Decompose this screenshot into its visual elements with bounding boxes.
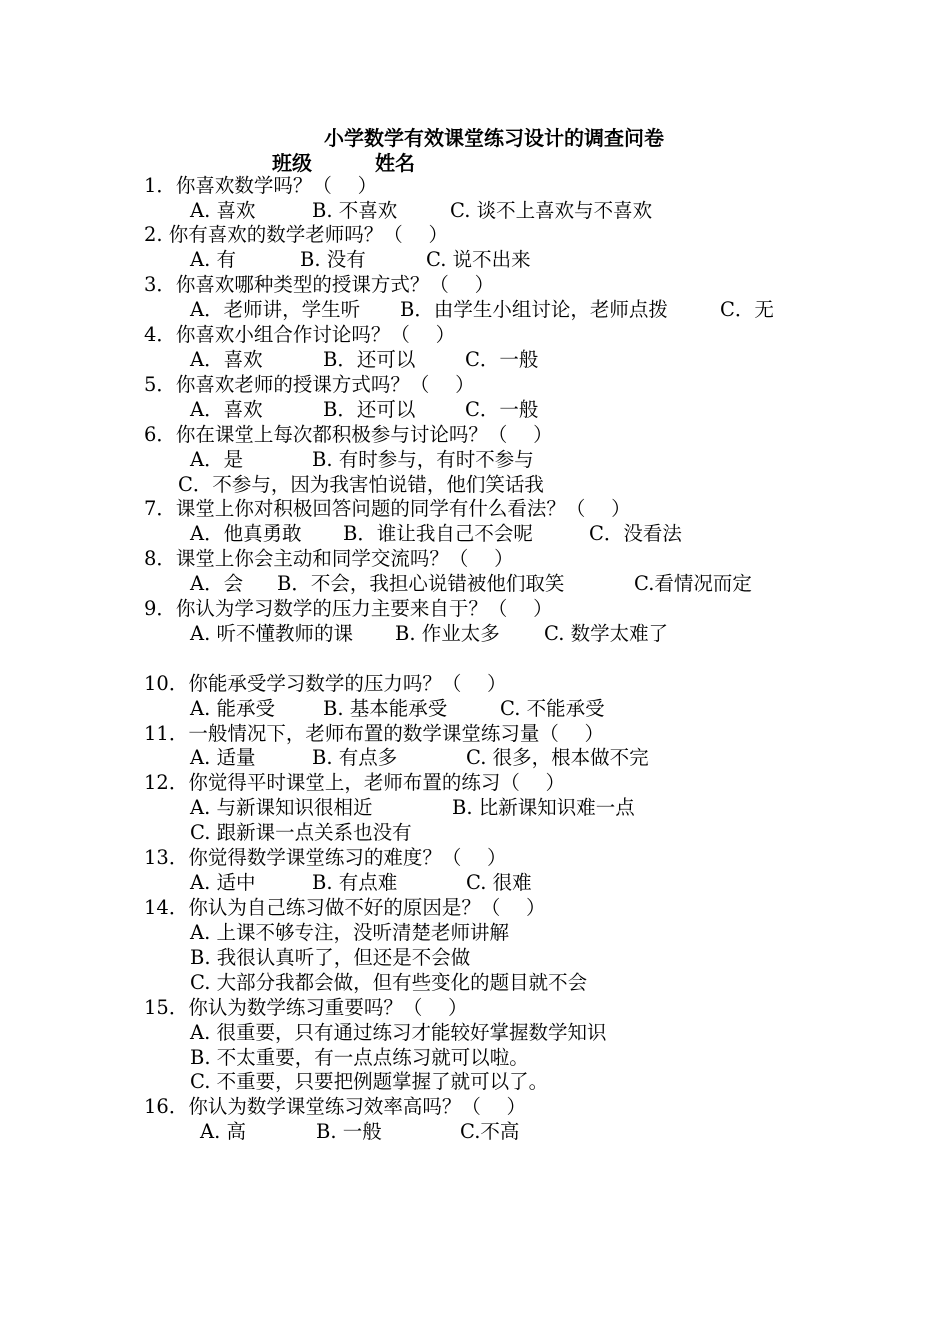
option: C. 跟新课一点关系也没有 <box>190 821 412 844</box>
option: A．喜欢 <box>190 398 263 421</box>
options-4 <box>190 347 538 372</box>
question-5: 5．你喜欢老师的授课方式吗？（ ） <box>144 373 475 396</box>
option: C.不高 <box>460 1120 520 1143</box>
options-7 <box>190 521 682 546</box>
question-12: 12．你觉得平时课堂上，老师布置的练习（ ） <box>144 771 566 794</box>
options-2 <box>190 247 531 272</box>
options-1 <box>190 198 652 223</box>
option: A．老师讲，学生听 <box>190 298 361 321</box>
option: A．他真勇敢 <box>190 522 302 545</box>
option: C．不参与，因为我害怕说错，他们笑话我 <box>178 473 544 496</box>
option: C．没看法 <box>589 522 682 545</box>
options-11 <box>190 745 649 770</box>
option: C. 不重要，只要把例题掌握了就可以了。 <box>190 1070 549 1093</box>
option: A. 有 <box>190 248 236 271</box>
option: B．由学生小组讨论，老师点拨 <box>400 298 668 321</box>
option: C.看情况而定 <box>634 572 752 595</box>
option: B．还可以 <box>323 348 416 371</box>
question-4: 4．你喜欢小组合作讨论吗？（ ） <box>144 323 456 346</box>
option: B. 有点难 <box>312 871 398 894</box>
option: B．谁让我自己不会呢 <box>343 522 533 545</box>
option: C. 大部分我都会做，但有些变化的题目就不会 <box>190 971 588 994</box>
question-3: 3．你喜欢哪种类型的授课方式？（ ） <box>144 273 495 296</box>
option: B．不会，我担心说错被他们取笑 <box>277 572 565 595</box>
question-15: 15．你认为数学练习重要吗？（ ） <box>144 996 468 1019</box>
option: C. 说不出来 <box>426 248 531 271</box>
options-9 <box>190 621 668 646</box>
option: A. 与新课知识很相近 <box>190 796 373 819</box>
question-8: 8．课堂上你会主动和同学交流吗？（ ） <box>144 547 514 570</box>
option: A. 喜欢 <box>190 199 256 222</box>
option: C. 谈不上喜欢与不喜欢 <box>450 199 653 222</box>
option: C. 很多，根本做不完 <box>466 746 649 769</box>
option: C. 不能承受 <box>500 697 605 720</box>
option: B. 有时参与，有时不参与 <box>312 448 534 471</box>
option: B. 基本能承受 <box>323 697 448 720</box>
question-13: 13．你觉得数学课堂练习的难度？（ ） <box>144 846 507 869</box>
options-8 <box>190 571 752 596</box>
option: A. 上课不够专注，没听清楚老师讲解 <box>190 921 509 944</box>
options-5 <box>190 397 538 422</box>
option: A．会 <box>190 572 244 595</box>
options-16 <box>200 1119 519 1144</box>
option: B. 一般 <box>316 1120 382 1143</box>
option: A. 能承受 <box>190 697 275 720</box>
question-2: 2. 你有喜欢的数学老师吗？（ ） <box>144 223 449 246</box>
option: B. 比新课知识难一点 <box>452 796 635 819</box>
option: B. 没有 <box>300 248 366 271</box>
option: C．无 <box>720 298 774 321</box>
option: A. 很重要，只有通过练习才能较好掌握数学知识 <box>190 1021 607 1044</box>
options-10 <box>190 696 605 721</box>
question-14: 14．你认为自己练习做不好的原因是？（ ） <box>144 896 546 919</box>
options-12 <box>190 795 635 820</box>
option: B. 不太重要，有一点点练习就可以啦。 <box>190 1046 529 1069</box>
option: C. 数学太难了 <box>544 622 669 645</box>
options-6 <box>190 447 534 472</box>
option: A. 适量 <box>190 746 256 769</box>
question-16: 16．你认为数学课堂练习效率高吗？（ ） <box>144 1095 527 1118</box>
option: B. 有点多 <box>312 746 398 769</box>
option: B. 我很认真听了，但还是不会做 <box>190 946 471 969</box>
class-label: 班级 <box>272 151 312 175</box>
option: A. 适中 <box>190 871 256 894</box>
option: A. 高 <box>200 1120 246 1143</box>
option: A．喜欢 <box>190 348 263 371</box>
option: A．是 <box>190 448 244 471</box>
name-label: 姓名 <box>374 151 415 175</box>
options-13 <box>190 870 532 895</box>
document-title: 小学数学有效课堂练习设计的调查问卷 <box>324 126 664 150</box>
option: C．一般 <box>465 348 539 371</box>
question-9: 9．你认为学习数学的压力主要来自于？（ ） <box>144 597 553 620</box>
question-1: 1．你喜欢数学吗？（ ） <box>144 174 378 197</box>
option: B. 作业太多 <box>395 622 500 645</box>
option: C．一般 <box>465 398 539 421</box>
options-3 <box>190 297 774 322</box>
question-11: 11．一般情况下，老师布置的数学课堂练习量（ ） <box>144 722 605 745</box>
question-10: 10．你能承受学习数学的压力吗？（ ） <box>144 672 507 695</box>
option: B. 不喜欢 <box>312 199 398 222</box>
option: C. 很难 <box>466 871 532 894</box>
question-6: 6．你在课堂上每次都积极参与讨论吗？（ ） <box>144 423 553 446</box>
option: B．还可以 <box>323 398 416 421</box>
question-7: 7．课堂上你对积极回答问题的同学有什么看法？（ ） <box>144 497 631 520</box>
option: A. 听不懂教师的课 <box>190 622 353 645</box>
